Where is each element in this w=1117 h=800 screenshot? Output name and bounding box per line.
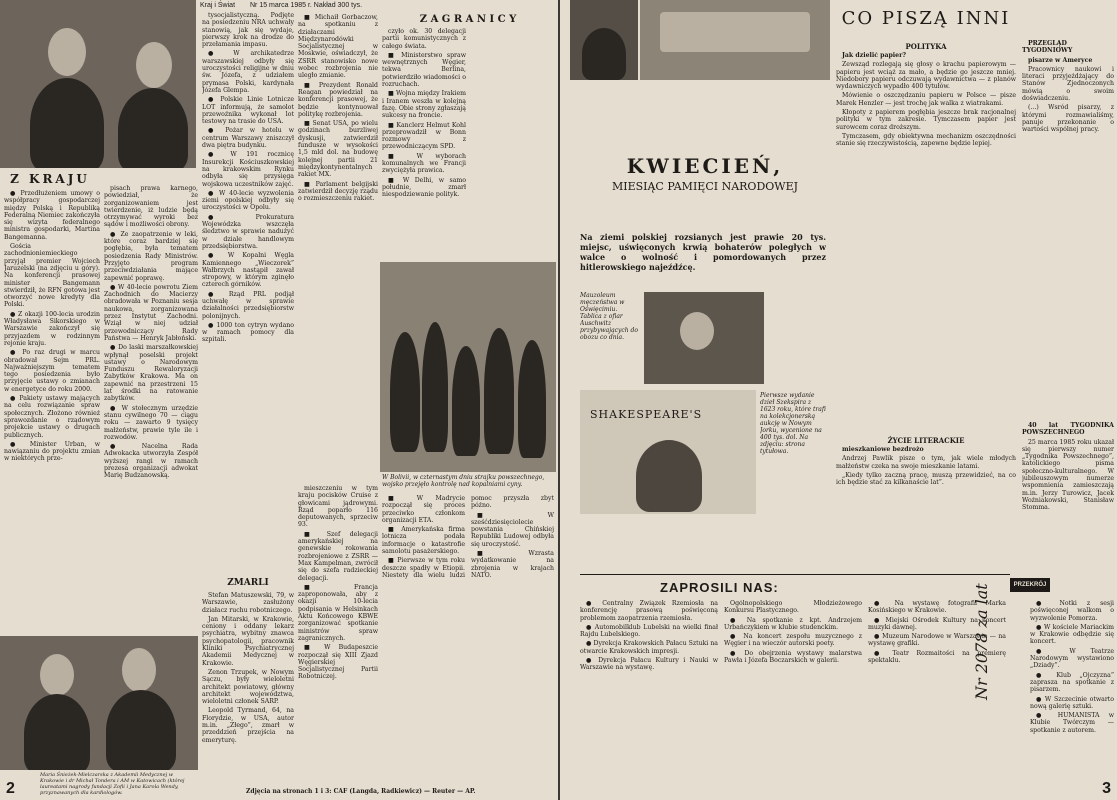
news-item: ■ Amerykańska firma lotnicza podała informacje o katastrofie samolotu pasażerskiego.	[382, 526, 465, 556]
news-item: ■ Michaił Gorbaczow, na spotkaniu z działaczami Międzynarodówki Socjalistycznej w Moskwie, oświadczył, że ZSRR stanowisko nowe wobec rozbrojenia nie uległo zmianie.	[298, 14, 378, 80]
news-item: ■ Parlament belgijski zatwierdził decyzję rządu o rozmieszczeniu rakiet.	[298, 180, 378, 203]
news-item: ■ Senat USA, po wielu godzinach burzliwej dyskusji, zatwierdził fundusze w wysokości 1,5 mld dol. na budowę kolejnej partii 21 międzykontynentalnych rakiet MX.	[298, 120, 378, 179]
polityka-paragraph: Kłopoty z papierem pogłębia jeszcze brak racjonalnej polityki w tym zakresie. Tymczasem papier jest surowcem coraz droższym.	[836, 109, 1016, 131]
co-pisza-title: CO PISZĄ INNI	[841, 8, 1011, 29]
obituary-item: Leopold Tyrmand, 64, na Florydzie, w USA, autor m.in. „Złego”, zmarł w przeddzień przejścia na emeryturę.	[202, 707, 294, 744]
photo-caption-shakespeare: Pierwsze wydanie dzieł Szekspira z 1623 roku, które trafi na kolekcjonerską aukcję w Nowym Jorku, wycenione na 400 tys. dol. Na zdjęciu: strona tytułowa.	[760, 392, 826, 455]
section-divider	[580, 574, 1010, 575]
note-item: ● W kościele Mariackim w Krakowie odbędzie się koncert.	[1030, 623, 1114, 646]
photo-wenda-laureates	[0, 636, 198, 770]
note-item: ● W Teatrze Narodowym wystawiono „Dziady”.	[1030, 647, 1114, 670]
news-item: ● 1000 ton cytryn wydano w ramach pomocy dla szpitali.	[202, 321, 294, 344]
tygodnik-paragraph: 25 marca 1985 roku ukazał się pierwszy numer „Tygodnika Powszechnego”, katolickiego pisma społeczno-kulturalnego. W jubileuszowym numerze wspomnienia zamieszczają m.in. Jerzy Turowicz, Jacek Woźniakowski, Stanisław Stomma.	[1022, 438, 1114, 512]
news-item: ■ Francja zaproponowała, aby z okazji 10-lecia podpisania w Helsinkach Aktu Końcowego KBWE zorganizować spotkanie ministrów spraw zagranicznych.	[298, 583, 378, 642]
news-item: ■ Ministerstwo spraw wewnętrznych Węgier, tekwa Berlina, potwierdziło wiadomości o rozruchach.	[382, 51, 466, 89]
column-zagranicy-1	[298, 14, 378, 364]
news-item: ■ Kanclerz Helmut Kohl przeprowadził w Bonn rozmowy z przewodniczącym SPD.	[382, 121, 466, 151]
photo-bolivia-soldiers	[380, 262, 556, 472]
zaprosili-title: ZAPROSILI NAS:	[660, 580, 779, 595]
przeglad-title: PRZEGLĄD TYGODNIOWY	[1022, 40, 1073, 55]
invite-item: ● Do obejrzenia wystawy malarstwa Pawła i Józefa Boczarskich w galerii.	[724, 649, 862, 665]
obituary-item: Zenon Trzupek, w Nowym Sączu, były wieloletni architekt powiatowy, główny architekt województwa, wieloletni członek SARP.	[202, 668, 294, 706]
zycie-paragraph: Andrzej Pawlik pisze o tym, jak wiele młodych małżeństw czeka na swoje mieszkanie latami.	[836, 455, 1016, 470]
photo-caption-kwiecien: Mauzoleum męczeństwa w Oświęcimiu. Tablica z ofiar Auschwitz przybywających do obozu co dnia.	[580, 292, 638, 341]
news-item: ● Do laski marszałkowskiej wpłynął poselski projekt ustawy o Narodowym Funduszu Rewaloryzacji Zabytków Krakowa. Ma on zapewnić na przestrzeni 15 lat środki na ratowanie zabytków.	[104, 344, 198, 403]
news-item: ■ Wojna między Irakiem i Iranem weszła w kolejną fazę. Obie strony zgłaszają sukcesy na froncie.	[382, 90, 466, 120]
news-item: ■ W Madrycie rozpoczął się proces przeciwko członkom organizacji ETA.	[382, 495, 465, 524]
photo-monument	[570, 0, 638, 80]
news-item: mieszczeniu w tym kraju pocisków Cruise z głowicami jądrowymi. Rząd poparło 116 deputowanych, sprzeciw 93.	[298, 485, 378, 529]
column-kraju-3	[202, 12, 294, 572]
column-zagranicy-4	[382, 495, 554, 780]
news-item: ■ Wzrasta wydatkowanie na zbrojenia w krajach NATO.	[471, 550, 554, 579]
news-item: Gościa zachodnioniemieckiego przyjął premier Wojciech Jaruzelski (na zdjęciu u góry). Na konferencji prasowej minister Bangemann stwierdził, że RFN gotowa jest otworzyć nowe kredyty dla Polski.	[4, 243, 100, 309]
news-item: ● Z okazji 100-lecia urodzin Władysława Sikorskiego w Warszawie zakończył się przyjazdem w rodzinnym rejonie kraju.	[4, 310, 100, 347]
section-title-kraju: Z KRAJU	[10, 172, 90, 186]
kwiecien-title: KWIECIEŃ,	[626, 154, 784, 178]
polityka-title: POLITYKA	[905, 42, 947, 51]
left-page	[0, 0, 558, 800]
invite-item: ● Dyrekcja Krakowskich Pałacu Sztuki na otwarcie Krakowskich impresji.	[580, 640, 718, 655]
invite-item: ● Na koncert zespołu muzycznego z Węgier i na wieczór autorski poety.	[724, 633, 862, 648]
right-page	[560, 0, 1117, 800]
przeglad-paragraph: Pracownicy naukowi i literaci przyjeżdżający do Stanów Zjednoczonych mówią o swoim doświadczeniu.	[1022, 65, 1114, 103]
news-item: pisach prawa karnego, powiedział, że zorganizowaniem jest twierdzenie, iż ludzie będą otrzymywać wyroki bez sądów i możliwości obrony.	[104, 185, 198, 229]
news-item: ● W 40-lecie powrotu Ziem Zachodnich do Macierzy obradowała w Poznaniu sesja naukowa, zorganizowana przez Instytut Zachodni. Wziął w niej udział przewodniczący Rady Państwa — Henryk Jabłoński.	[104, 283, 198, 342]
photo-caption-laureates: Maria Śnieżek-Mielczarska z Akademii Medycznej w Krakowie i dr Michał Tondera i AM w Katowicach (której laureatami nagrody fundacji Zofii i Jana Karola Wendy, przyznawanych dla kardiologów.	[40, 772, 185, 796]
note-item: ● Klub „Ojczyzna” zaprasza na spotkanie z pisarzem.	[1030, 671, 1114, 694]
section-title-zmarli: ZMARLI	[227, 578, 269, 588]
news-item: ■ W sześćdziesięciolecie powstania Chińskiej Republiki Ludowej odbyła się uroczystość.	[471, 511, 554, 548]
invite-item: ● Na wystawę fotografii Marka Kosińskiego w Krakowie.	[868, 600, 1006, 615]
polityka-subtitle: Jak dzielić papier?	[842, 52, 906, 59]
zycie-title: ŻYCIE LITERACKIE	[887, 436, 965, 445]
news-item: ● Przedłużeniem umowy o współpracy gospodarczej między Polską i Republiką Federalną Niemiec zakończyła się wizyta federalnego ministra gospodarki, Martina Bangemanna.	[4, 190, 100, 241]
vertical-stamp: Nr 2078 za lat	[972, 583, 991, 700]
news-item: ● W archikatedrze warszawskiej odbyły się uroczystości religijne w dniu św. Józefa, z udziałem prymasa Polski, kardynała Józefa Glempa.	[202, 50, 294, 94]
page-number-left: 2	[6, 780, 15, 797]
tygodnik-column	[1022, 422, 1114, 572]
invite-item: ● Centralny Związek Rzemiosła na konferencję prasową poświęconą problemom zaopatrzenia rzemiosła.	[580, 600, 718, 622]
polityka-paragraph: Zewsząd rozlegają się głosy o krachu papierowym — papieru jest wciąż za mało, a będzie go jeszcze mniej. Niedobory papieru odczuwają wydawnictwa — z planów wydawniczych wypadło 400 tytułów.	[836, 61, 1016, 91]
column-kraju-1	[4, 190, 100, 630]
przekroj-logo-stamp: PRZEKRÓJ	[1010, 578, 1050, 592]
news-item: ● Po raz drugi w marcu obradował Sejm PRL. Najważniejszym tematem tego posiedzenia było przyjęcie ustawy o zmianach w energetyce do roku 2000.	[4, 349, 100, 393]
invite-item: ● Miejski Ośrodek Kultury na koncert muzyki dawnej.	[868, 616, 1006, 631]
news-item: ■ Pierwsze w tym roku deszcze spadły w Etiopii. Niestety dla wielu ludzi pomoc przyszła zbyt późno.	[382, 495, 554, 579]
news-item: ● Ze zaopatrzenie w leki, które coraz bardziej się pogłębia, była tematem posiedzenia Rady Ministrów. Przyjęto program przeciwdziałania mające zapewnić poprawę.	[104, 230, 198, 282]
news-item: ● Pakiety ustawy mających na celu rozwiązanie spraw społecznych. Złożono również sprawozdanie o rządowym projekcie ustawy o drugach publicznych.	[4, 395, 100, 439]
przeglad-paragraph: (...) Wsród pisarzy, z którymi rozmawialiśmy, panuje przekonanie o wartości wspólnej pracy.	[1022, 104, 1114, 134]
news-item: tysocjalistyczną. Podjęte na posiedzeniu NRA uchwały stanowią, jak się wydaje, pierwszy krok na drodze do przełamania impasu.	[202, 12, 294, 49]
note-item: ● HUMANISTA w Klubie Twórczym — spotkanie z autorem.	[1030, 712, 1114, 734]
polityka-paragraph: Tymczasem, gdy obiektywna mechanizm oszczędności stanie się rzeczywistością, zapewne będzie lepiej.	[836, 132, 1016, 148]
news-item: ● W 40-lecie wyzwolenia ziemi opolskiej odbyły się uroczystości w Opolu.	[202, 189, 294, 212]
przeglad-column	[1022, 40, 1114, 420]
news-item: ● Rząd PRL podjął uchwałę w sprawie działalności przedsiębiorstw polonijnych.	[202, 290, 294, 320]
news-item: ■ Prezydent Ronald Reagan powiedział na konferencji prasowej, że będzie kontynuował politykę rozbrojenia.	[298, 81, 378, 118]
news-item: ● Polskie Linie Lotnicze LOT informują, że samolot przewoźnika wykonał lot testowy na trasie do USA.	[202, 96, 294, 126]
polityka-column	[836, 52, 1016, 362]
invite-item: ● Dyrekcja Pałacu Kultury i Nauki w Warszawie na wystawę.	[580, 657, 718, 672]
invite-item: ● Automobilklub Lubelski na wielki finał Rajdu Lubelskiego.	[580, 623, 718, 639]
column-zmarli	[202, 592, 294, 782]
note-item: ● W Szczecinie otwarto nową galerię sztuki.	[1030, 695, 1114, 710]
polityka-paragraph: Mówienie o oszczędzaniu papieru w Polsce — pisze Marek Henzler — jest trochę jak walka z wiatrakami.	[836, 92, 1016, 107]
photo-credit: Zdjęcia na stronach 1 i 3: CAF (Langda, Radkiewicz) — Reuter — AP.	[246, 788, 476, 795]
news-item: ● W 191 rocznicę Insurekcji Kościuszkowskiej na krakowskim Rynku odbyła się przysięga wojskowa uczestników zajęć.	[202, 151, 294, 188]
zycie-subtitle: mieszkaniowe bezdrożo	[842, 446, 924, 453]
header-date: Nr 15 marca 1985 r. Nakład 300 tys.	[250, 2, 363, 9]
side-notes-column	[1030, 600, 1114, 790]
column-zagranicy-2	[382, 28, 466, 258]
tygodnik-title: 40 lat TYGODNIKA POWSZECHNEGO	[1022, 422, 1114, 437]
invite-item: ● Muzeum Narodowe w Warszawie — na wystawę grafiki.	[868, 633, 1006, 648]
zaprosili-column-2	[724, 600, 862, 790]
photo-auschwitz-memorial	[644, 292, 764, 384]
column-zagranicy-3	[298, 485, 378, 780]
page-number-right: 3	[1102, 780, 1111, 797]
zycie-paragraph: „Kiedy tylko zaczną pracę, muszą przewidzieć, na co ich będzie stać za kilkanaście lat”.	[836, 471, 1016, 487]
przeglad-subtitle: pisarze w Ameryce	[1028, 56, 1093, 64]
photo-jaruzelski-meeting	[0, 0, 196, 168]
note-item: ● Notki z sesji poświęconej walkom o wyzwolenie Pomorza.	[1030, 600, 1114, 622]
invite-item: ● Na spotkanie z kpt. Andrzejem Urbańczykiem w klubie studenckim.	[724, 616, 862, 631]
news-item: ■ W wyborach komunalnych we Francji zwyciężyła prawica.	[382, 152, 466, 175]
zaprosili-column-1	[580, 600, 718, 790]
header-logo: Kraj i Świat	[200, 2, 236, 9]
obituary-item: Stefan Matuszewski, 79, w Warszawie, zasłużony działacz ruchu robotniczego.	[202, 592, 294, 614]
news-item: ● Minister Urban, w nawiązaniu do projektu zmian w niektórych prze-	[4, 440, 100, 463]
section-title-zagranicy: Z A G R A N I C Y	[419, 14, 517, 25]
news-item: ■ W Delhi, w samo południe, zmarł niespodziewanie polityk.	[382, 176, 466, 199]
invite-item: Ogólnopolskiego Młodzieżowego Konkursu Plastycznego.	[724, 600, 862, 615]
news-item: czyło ok. 30 delegacji partii komunistycznych z całego świata.	[382, 28, 466, 50]
column-kraju-2	[104, 185, 198, 630]
kwiecien-lead: Na ziemi polskiej rozsianych jest prawie 20 tys. miejsc, uświęconych krwią bohaterów poległych w walce o wolność i pomordowanych przez hitlerowskiego najeźdźcę.	[580, 232, 826, 272]
photo-caption-bolivia: W Bolivii, w czternastym dniu strajku powszechnego, wojsko przejęło kontrolę nad kopalniami cyny.	[382, 474, 545, 488]
news-item: ● Prokuratura Wojewódzka wszczęła śledztwo w sprawie nadużyć w dziale handlowym przedsiębiorstwa.	[202, 213, 294, 250]
news-item: ■ Szef delegacji amerykańskiej na genewskie rokowania rozbrojeniowe z ZSRR — Max Kampelman, zwrócił się do szefa radzieckiej delegacji.	[298, 530, 378, 582]
obituary-item: Jan Mitarski, w Krakowie, ceniony i oddany lekarz psychiatra, wybitny znawca psychopatologii, pracownik Kliniki Psychiatrycznej Akademii Medycznej w Krakowie.	[202, 615, 294, 667]
news-item: ● W Kopalni Węgla Kamiennego „Wieczorek” Wałbrzych nastąpił zawał stropowy, w którym zginęło czterech górników.	[202, 252, 294, 289]
news-item: ■ W Budapeszcie rozpoczął się XIII Zjazd Węgierskiej Socjalistycznej Partii Robotniczej.	[298, 644, 378, 681]
shakespeare-label: SHAKESPEARE'S	[590, 408, 703, 421]
news-item: ● Pożar w hotelu w centrum Warszawy zniszczył dwa piętra budynku.	[202, 127, 294, 150]
news-item: ● W stołecznym urzędzie stanu cywilnego 70 — ciągu roku — zawarto 9 tysięcy małżeństw, prawie tyle ile i rozwodów.	[104, 404, 198, 441]
news-item: ● Nacelna Rada Adwokacka utworzyła Zespół wyższej rangi w ramach prezesa organizacji adwokat Marię Budzanowską.	[104, 443, 198, 480]
kwiecien-subtitle: MIESIĄC PAMIĘCI NARODOWEJ	[611, 180, 799, 193]
invite-item: ● Teatr Rozmaitości na premierę spektaklu.	[868, 649, 1006, 665]
photo-building	[640, 0, 830, 80]
photo-shakespeare-folio	[580, 390, 756, 514]
